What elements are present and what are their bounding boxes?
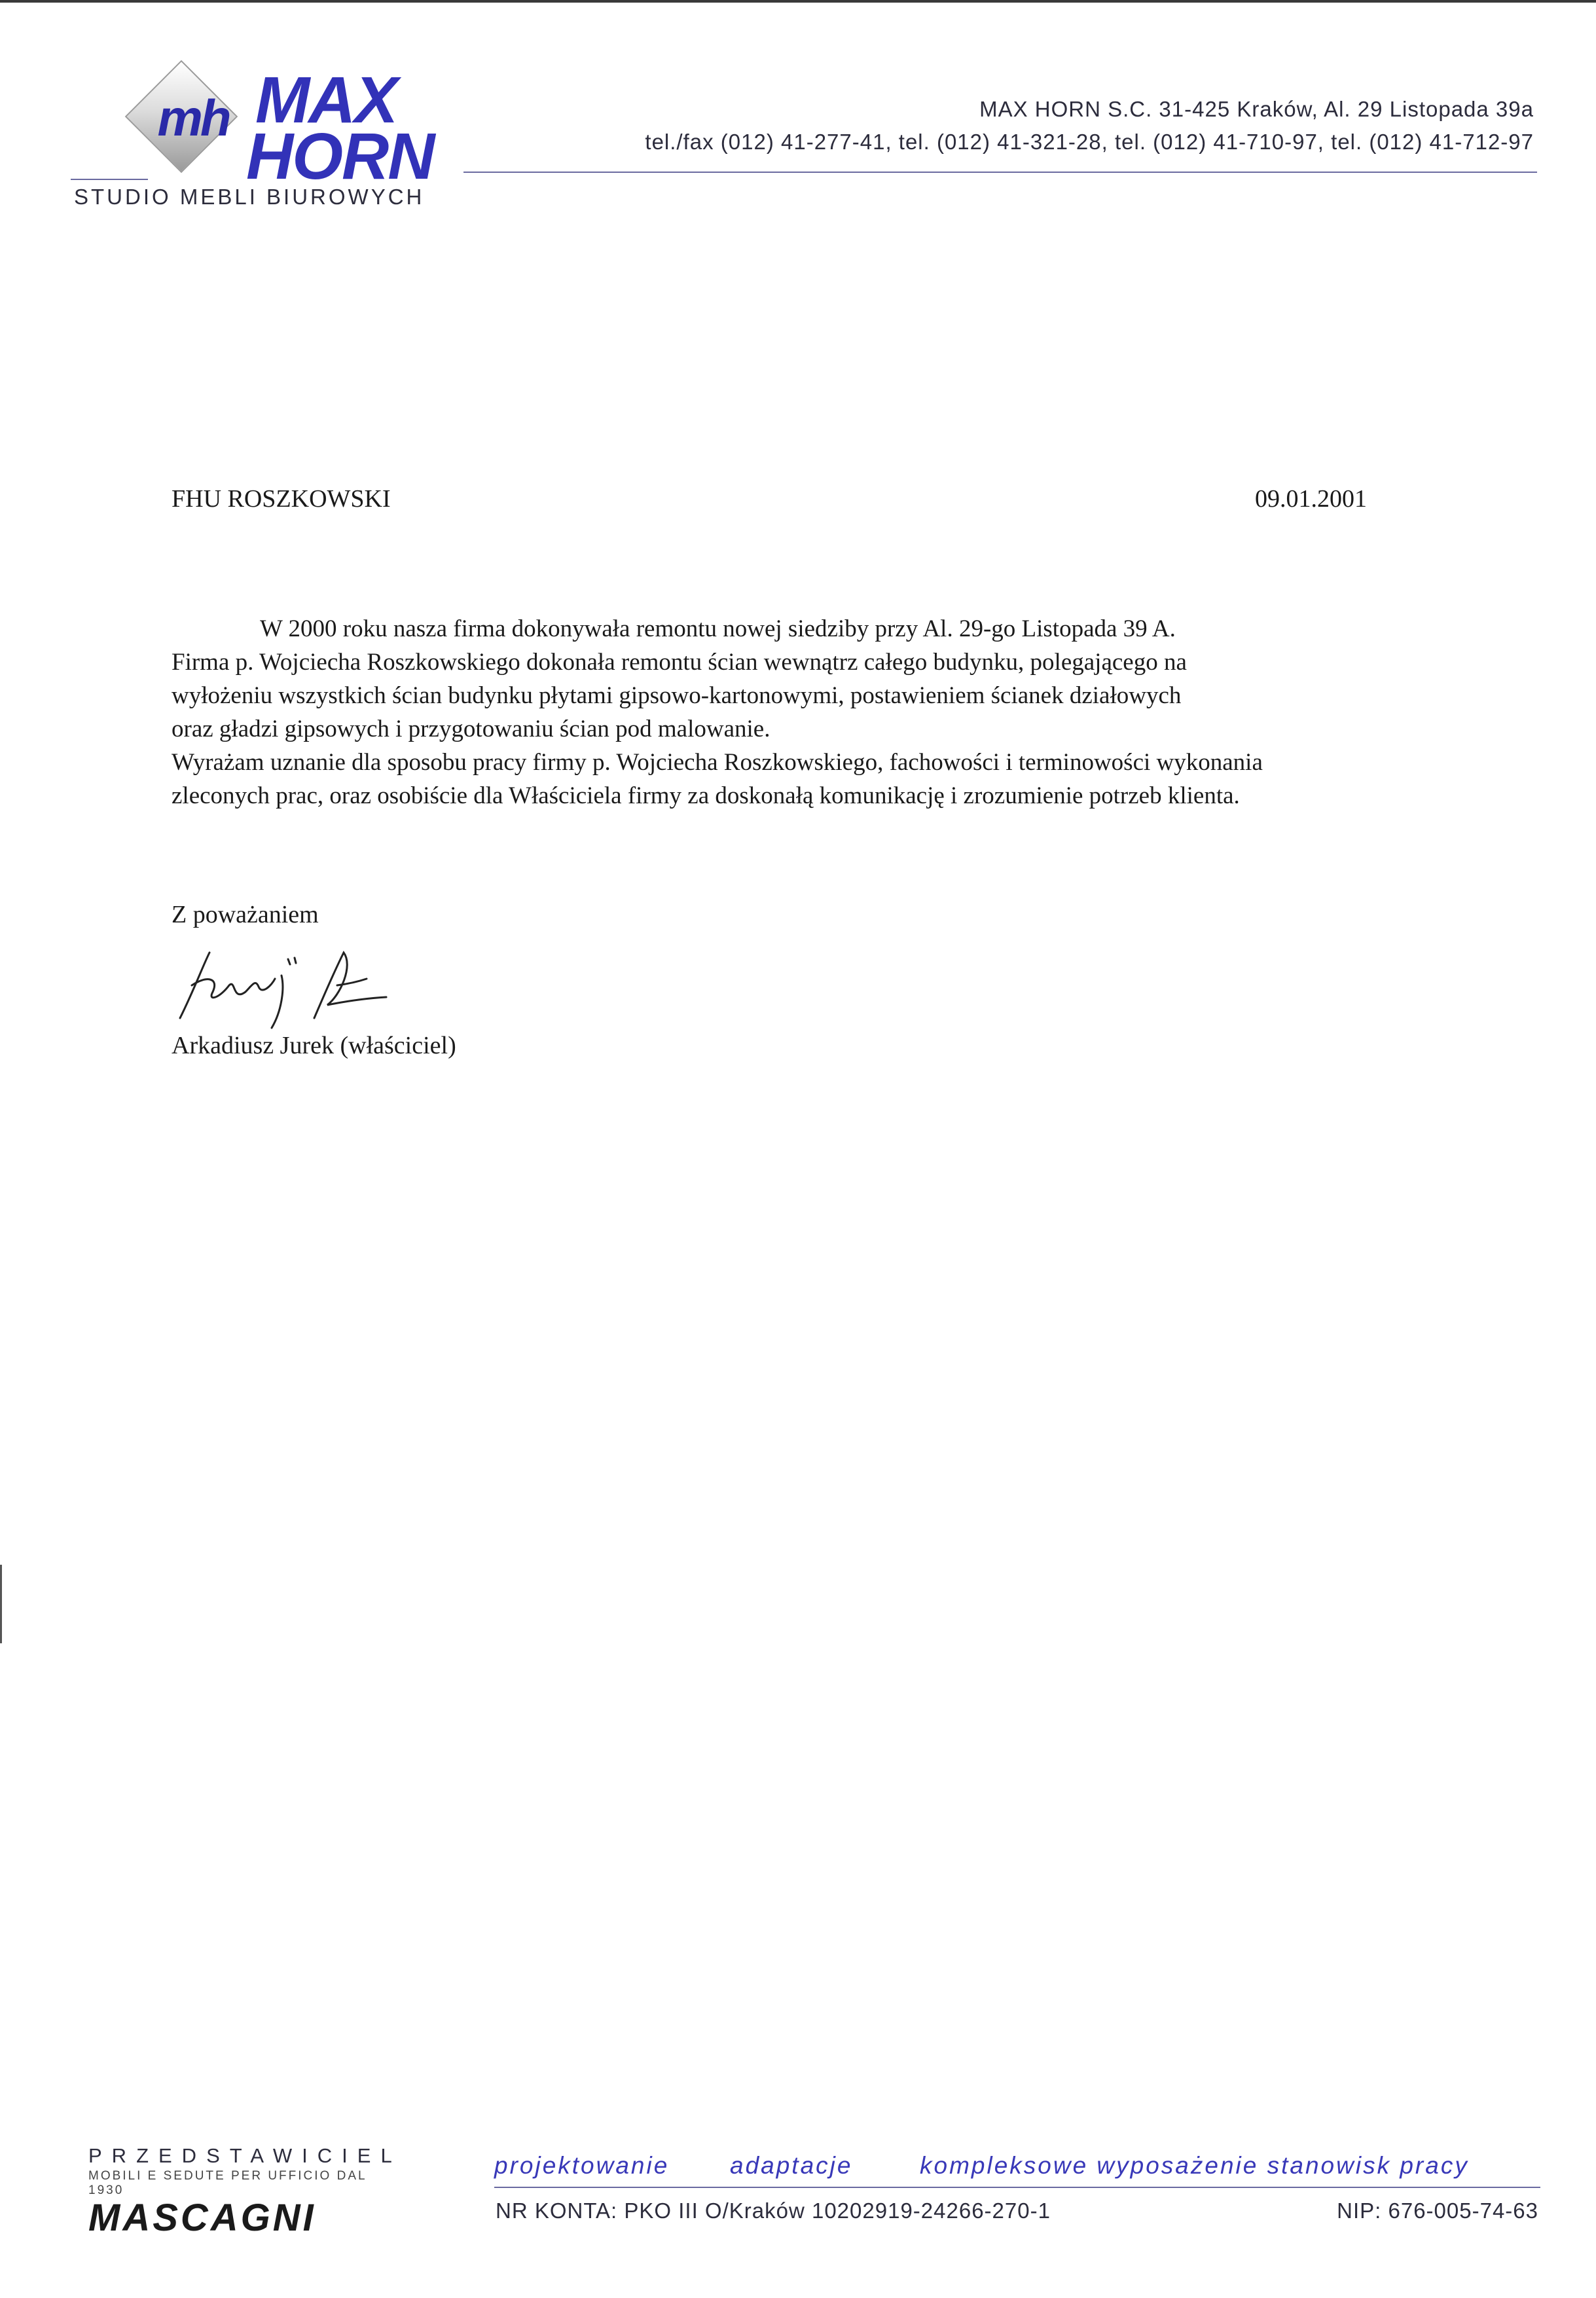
logo-rule	[71, 179, 148, 180]
handwritten-signature	[167, 939, 416, 1038]
studio-subtitle: STUDIO MEBLI BIUROWYCH	[74, 185, 425, 209]
letter-body	[172, 612, 1402, 812]
service-design: projektowanie	[494, 2152, 670, 2179]
footer-divider	[494, 2187, 1540, 2188]
service-equipment: kompleksowe wyposażenie stanowisk pracy	[920, 2152, 1469, 2179]
service-adaptation: adaptacje	[730, 2152, 853, 2179]
company-phones: tel./fax (012) 41-277-41, tel. (012) 41-321-28, tel. (012) 41-710-97, tel. (012) 41-712-97	[645, 130, 1534, 154]
bank-account: NR KONTA: PKO III O/Kraków 10202919-24266-270-1	[496, 2198, 1051, 2223]
logo-word-horn: HORN	[246, 120, 434, 193]
signer-name: Arkadiusz Jurek (właściciel)	[172, 1032, 456, 1059]
body-line: W 2000 roku nasza firma dokonywała remontu nowej siedziby przy Al. 29-go Listopada 39 A.	[260, 615, 1176, 642]
closing-salutation: Z poważaniem	[172, 901, 319, 928]
tax-id: NIP: 676-005-74-63	[1337, 2198, 1538, 2223]
logo-word-max: MAX	[255, 64, 397, 137]
body-line: oraz gładzi gipsowych i przygotowaniu ścian pod malowanie.	[172, 716, 771, 742]
letter-date: 09.01.2001	[1255, 485, 1367, 513]
body-line: zleconych prac, oraz osobiście dla Właściciela firmy za doskonałą komunikację i zrozumienie potrzeb klienta.	[172, 782, 1240, 809]
recipient: FHU ROSZKOWSKI	[172, 485, 391, 513]
representative-label: PRZEDSTAWICIEL	[88, 2144, 402, 2167]
scan-edge-top	[0, 0, 1596, 3]
logo-monogram: mh	[157, 89, 229, 147]
header-divider	[463, 172, 1537, 173]
mascagni-logo	[88, 2144, 402, 2239]
body-line: wyłożeniu wszystkich ścian budynku płytami gipsowo-kartonowymi, postawieniem ścianek działowych	[172, 682, 1182, 709]
scan-edge-left	[0, 1565, 2, 1643]
body-line: Wyrażam uznanie dla sposobu pracy firmy p. Wojciecha Roszkowskiego, fachowości i terminowości wykonania	[172, 749, 1263, 776]
mascagni-brand: MASCAGNI	[88, 2197, 316, 2239]
company-address: MAX HORN S.C. 31-425 Kraków, Al. 29 Listopada 39a	[979, 97, 1534, 121]
max-horn-logo	[71, 62, 477, 193]
body-line: Firma p. Wojciecha Roszkowskiego dokonała remontu ścian wewnątrz całego budynku, polegającego na	[172, 649, 1187, 676]
mascagni-tagline: MOBILI E SEDUTE PER UFFICIO DAL 1930	[88, 2169, 367, 2197]
